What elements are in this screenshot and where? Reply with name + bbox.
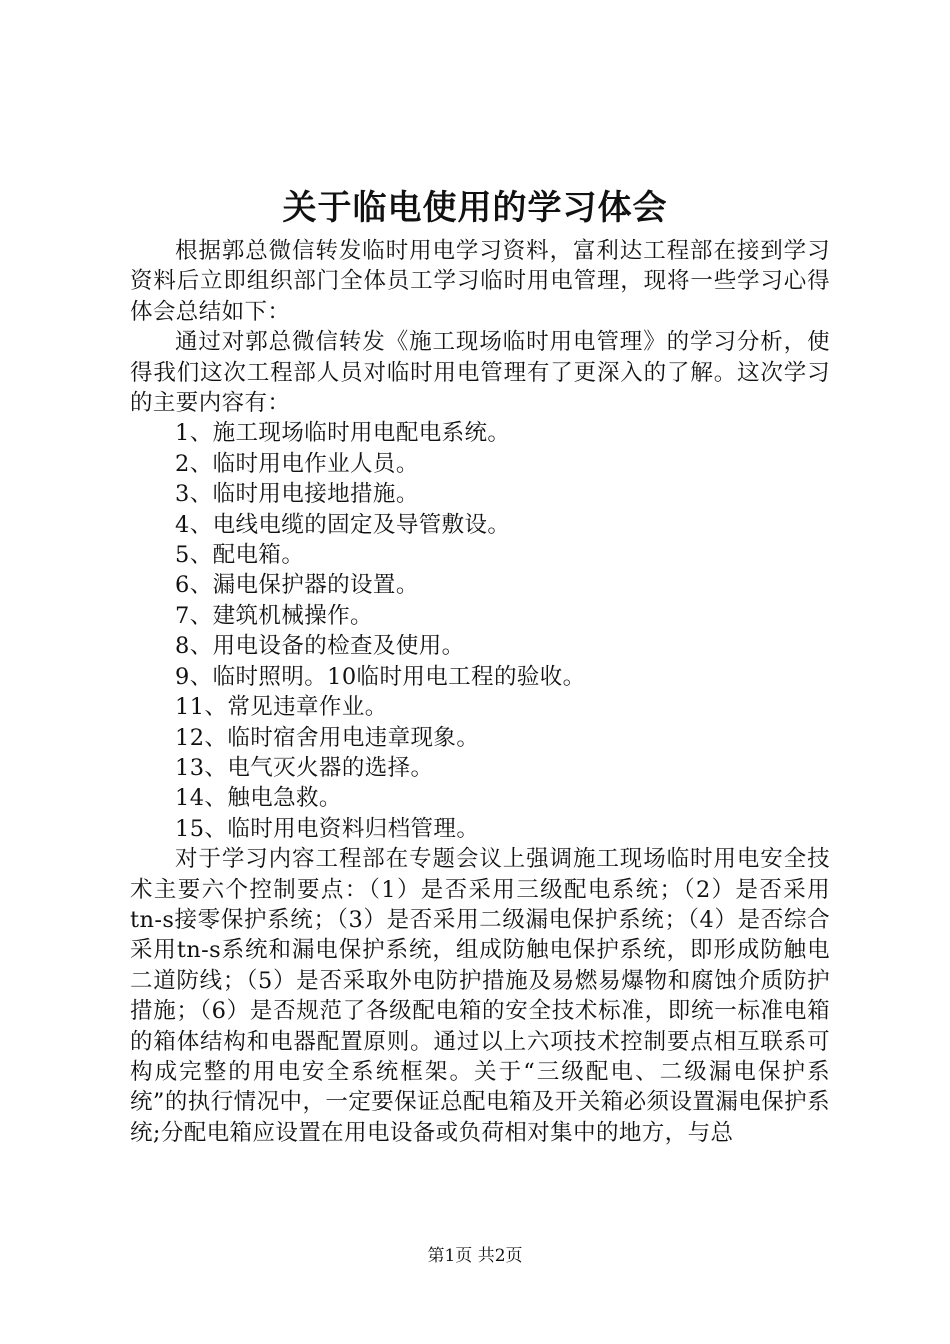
- document-body: [130, 236, 830, 1148]
- list-item: 11、常见违章作业。: [175, 694, 388, 721]
- list-item: 12、临时宿舍用电违章现象。: [175, 724, 480, 751]
- list-item: 2、临时用电作业人员。: [175, 450, 419, 477]
- list-item: 4、电线电缆的固定及导管敷设。: [175, 511, 511, 538]
- paragraph-study-summary: 通过对郭总微信转发《施工现场临时用电管理》的学习分析，使得我们这次工程部人员对临时用电管理有了更深入的了解。这次学习的主要内容有：: [130, 329, 830, 417]
- list-item: 3、临时用电接地措施。: [175, 481, 419, 508]
- list-item: 1、施工现场临时用电配电系统。: [175, 420, 511, 447]
- list-item: 14、触电急救。: [175, 785, 342, 812]
- document-title: 关于临电使用的学习体会: [282, 188, 668, 228]
- list-item: 13、电气灭火器的选择。: [175, 754, 434, 781]
- list-item: 9、临时照明。10临时用电工程的验收。: [175, 663, 586, 690]
- list-item: 7、建筑机械操作。: [175, 602, 373, 629]
- list-item: 8、用电设备的检查及使用。: [175, 633, 465, 660]
- paragraph-intro: 根据郭总微信转发临时用电学习资料，富利达工程部在接到学习资料后立即组织部门全体员工学习临时用电管理，现将一些学习心得体会总结如下：: [130, 238, 830, 325]
- list-item: 5、配电箱。: [175, 542, 305, 569]
- paragraph-control-points: 对于学习内容工程部在专题会议上强调施工现场临时用电安全技术主要六个控制要点：（1）是否采用三级配电系统；（2）是否采用tn-s接零保护系统；（3）是否采用二级漏电保护系统；（4）是否综合采用tn-s系统和漏电保护系统，组成防触电保护系统，即形成防触电二道防线；（5）是否采取外电防护措施及易燃易爆物和腐蚀介质防护措施；（6）是否规范了各级配电箱的安全技术标准，即统一标准电箱的箱体结构和电器配置原则。通过以上六项技术控制要点相互联系可构成完整的用电安全系统框架。关于“三级配电、二级漏电保护系统”的执行情况中，一定要保证总配电箱及开关箱必须设置漏电保护系统;分配电箱应设置在用电设备或负荷相对集中的地方，与总: [130, 846, 830, 1146]
- list-item: 15、临时用电资料归档管理。: [175, 815, 480, 842]
- list-item: 6、漏电保护器的设置。: [175, 572, 419, 599]
- page-number-footer: 第1页 共2页: [427, 1246, 523, 1266]
